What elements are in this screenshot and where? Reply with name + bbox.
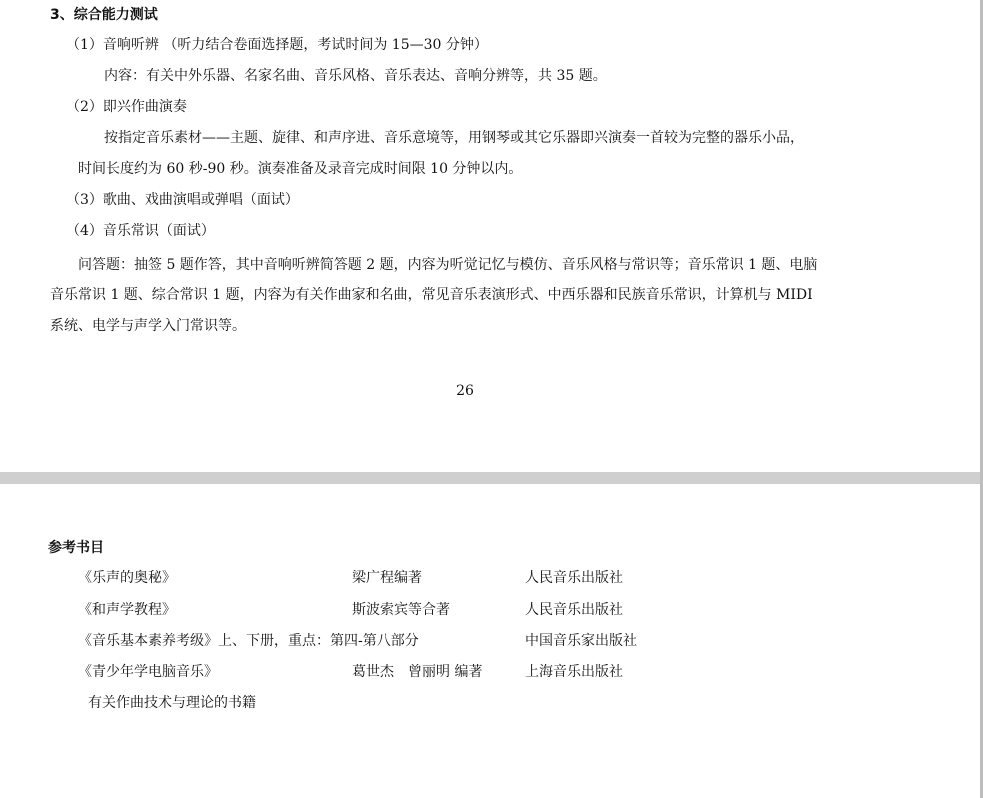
- reference-publisher: 人民音乐出版社: [525, 602, 623, 618]
- item2-content-line1: 按指定音乐素材——主题、旋律、和声序进、音乐意境等，用钢琴或其它乐器即兴演奏一首较为完整的器乐小品，: [104, 130, 804, 146]
- reference-publisher: 人民音乐出版社: [525, 570, 623, 586]
- reference-publisher: 中国音乐家出版社: [525, 633, 637, 649]
- reference-author: 葛世杰 曾丽明 编著: [352, 664, 483, 680]
- reference-title: 《和声学教程》: [78, 602, 176, 618]
- reference-publisher: 上海音乐出版社: [525, 664, 623, 680]
- reference-title: 《音乐基本素养考级》上、下册，重点：第四-第八部分: [78, 633, 419, 649]
- reference-extra-note: 有关作曲技术与理论的书籍: [88, 695, 256, 711]
- item4-content-line3: 系统、电学与声学入门常识等。: [50, 318, 246, 334]
- reference-author: 斯波索宾等合著: [352, 602, 450, 618]
- reference-title: 《乐声的奥秘》: [78, 570, 176, 586]
- references-heading: 参考书目: [48, 540, 104, 556]
- reference-row: [0, 569, 980, 587]
- page-number: 26: [456, 383, 474, 399]
- reference-row: [0, 632, 980, 650]
- page-separator: [0, 472, 983, 484]
- item1-title: （1）音响听辨 （听力结合卷面选择题，考试时间为 15—30 分钟）: [66, 37, 488, 53]
- item4-content-line2: 音乐常识 1 题、综合常识 1 题，内容为有关作曲家和名曲，常见音乐表演形式、中西乐器和民族音乐常识，计算机与 MIDI: [50, 287, 813, 303]
- reference-author: 梁广程编著: [352, 570, 422, 586]
- section-heading: 3、综合能力测试: [50, 7, 158, 23]
- item4-title: （4）音乐常识（面试）: [66, 223, 215, 239]
- reference-row: [0, 601, 980, 619]
- reference-title: 《青少年学电脑音乐》: [78, 664, 218, 680]
- item1-content: 内容：有关中外乐器、名家名曲、音乐风格、音乐表达、音响分辨等，共 35 题。: [104, 68, 607, 84]
- item4-content-line1: 问答题：抽签 5 题作答，其中音响听辨简答题 2 题，内容为听觉记忆与模仿、音乐风格与常识等；音乐常识 1 题、电脑: [78, 257, 818, 273]
- item2-content-line2: 时间长度约为 60 秒-90 秒。演奏准备及录音完成时间限 10 分钟以内。: [78, 161, 523, 177]
- reference-row: [0, 663, 980, 681]
- page-27: [0, 484, 980, 798]
- item2-title: （2）即兴作曲演奏: [66, 99, 187, 115]
- item3-title: （3）歌曲、戏曲演唱或弹唱（面试）: [66, 192, 299, 208]
